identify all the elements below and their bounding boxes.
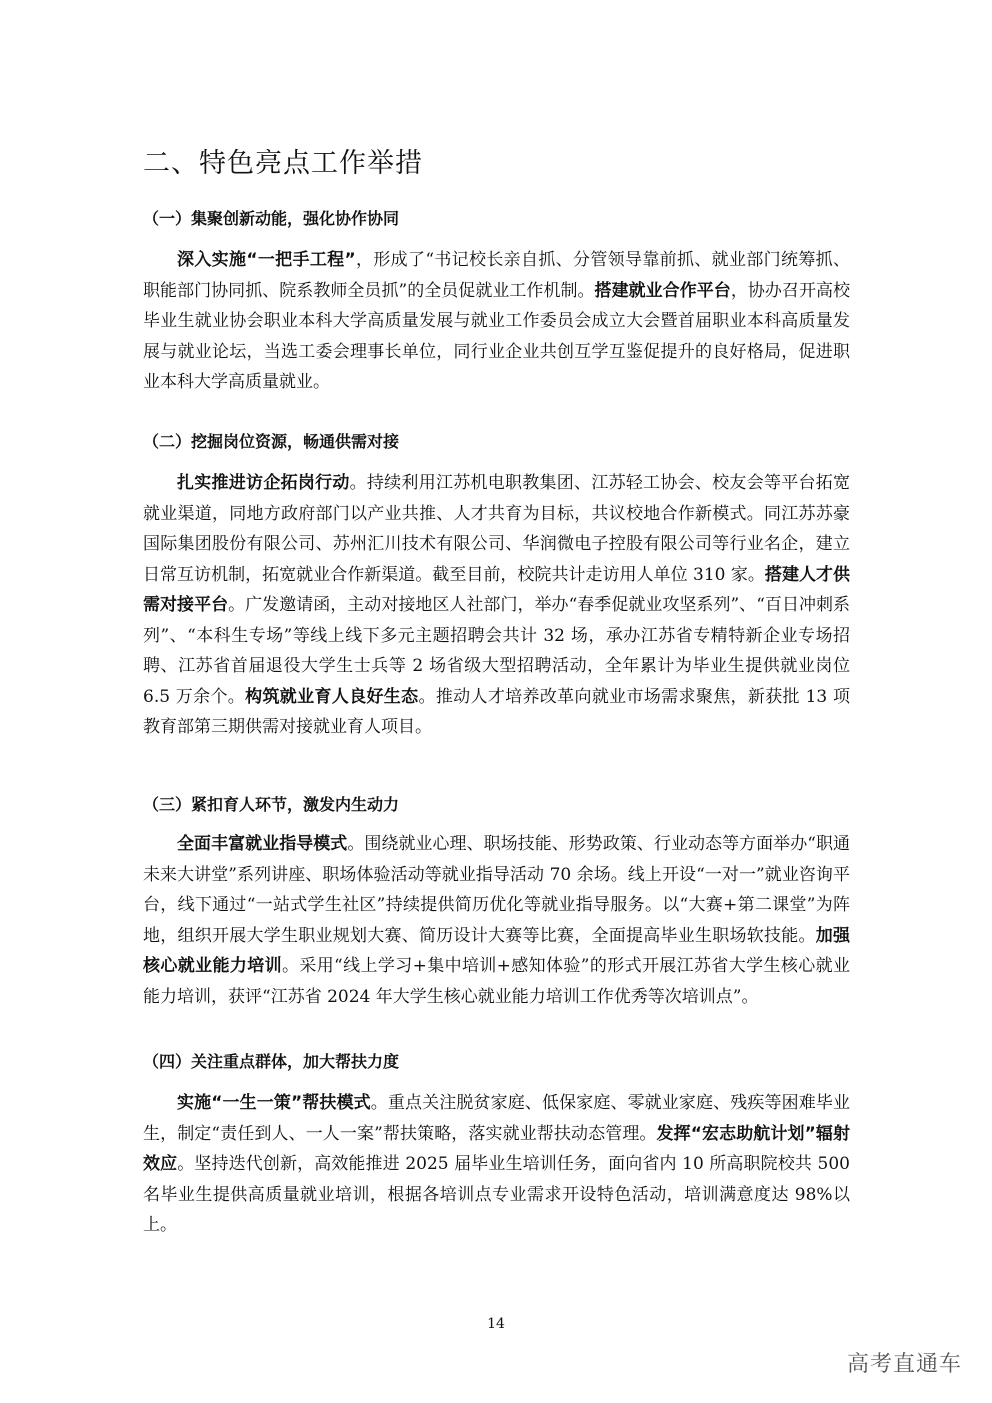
paragraph-text: ，协办召开高校毕业生就业协会职业本科大学高质量发展与就业工作委员会成立大会暨首届职业本科高质量发展与就业论坛，当选工委会理事长单位，同行业企业共创互学互鉴促提升的良好格局，促进职业本科大学高质量就业。 — [143, 280, 851, 392]
section-heading-3: （三）紧扣育人环节，激发内生动力 — [143, 795, 400, 814]
section-heading-4: （四）关注重点群体，加大帮扶力度 — [143, 1052, 400, 1071]
bold-lead-phrase: 搭建人才供需对接平台 — [143, 564, 850, 615]
page-number: 14 — [487, 1316, 505, 1332]
bold-lead-phrase: 深入实施“一把手工程” — [177, 250, 356, 270]
section-heading-1: （一）集聚创新动能，强化协作协同 — [143, 209, 400, 228]
paragraph-text: 。持续利用江苏机电职教集团、江苏轻工协会、校友会等平台拓宽就业渠道，同地方政府部门以产业共推、人才共育为目标，共议校地合作新模式。同江苏苏豪国际集团股份有限公司、苏州汇川技术有限公司、华润微电子控股有限公司等行业名企，建立日常互访机制，拓宽就业合作新渠道。截至目前，校院共计走访用人单位 310 家。 — [143, 473, 851, 585]
bold-lead-phrase: 实施“一生一策”帮扶模式 — [177, 1093, 371, 1113]
bold-lead-phrase: 搭建就业合作平台 — [594, 280, 731, 301]
section-paragraph-1 — [143, 245, 850, 398]
bold-lead-phrase: 发挥“宏志助航计划”辐射效应 — [143, 1123, 850, 1174]
section-heading-2: （二）挖掘岗位资源，畅通供需对接 — [143, 432, 400, 451]
paragraph-text: 。坚持迭代创新，高效能推进 2025 届毕业生培训任务，面向省内 10 所高职院校共 500 名毕业生提供高质量就业培训，根据各培训点专业需求开设特色活动，培训满意度达 98%以上。 — [143, 1154, 850, 1235]
section-paragraph-2 — [143, 468, 850, 743]
bold-lead-phrase: 构筑就业育人良好生态 — [245, 686, 419, 707]
paragraph-text: 。推动人才培养改革向就业市场需求聚焦，新获批 13 项教育部第三期供需对接就业育人项目。 — [143, 686, 850, 737]
paragraph-text: 。重点关注脱贫家庭、低保家庭、零就业家庭、残疾等困难毕业生，制定“责任到人、一人一案”帮扶策略，落实就业帮扶动态管理。 — [143, 1093, 850, 1144]
section-paragraph-4 — [143, 1088, 850, 1241]
section-paragraph-3 — [143, 829, 850, 1012]
bold-lead-phrase: 扎实推进访企拓岗行动 — [177, 473, 350, 493]
bold-lead-phrase: 全面丰富就业指导模式 — [177, 834, 348, 854]
paragraph-text: 。围绕就业心理、职场技能、形势政策、行业动态等方面举办“职通未来大讲堂”系列讲座、职场体验活动等就业指导活动 70 余场。线上开设“一对一”就业咨询平台，线下通过“一站式学生社区”持续提供简历优化等就业指导服务。以“大赛+第二课堂”为阵地，组织开展大学生职业规划大赛、简历设计大赛等比赛，全面提高毕业生职场软技能。 — [143, 834, 850, 946]
watermark-text: 高考直通车 — [846, 1352, 962, 1377]
paragraph-text: 。广发邀请函，主动对接地区人社部门，举办“春季促就业攻坚系列”、“百日冲刺系列”、“本科生专场”等线上线下多元主题招聘会共计 32 场，承办江苏省专精特新企业专场招聘、江苏省首届退役大学生士兵等 2 场省级大型招聘活动，全年累计为毕业生提供就业岗位 6.5 万余个。 — [143, 595, 851, 707]
paragraph-text: ，形成了“书记校长亲自抓、分管领导靠前抓、就业部门统筹抓、职能部门协同抓、院系教师全员抓”的全员促就业工作机制。 — [143, 250, 850, 301]
paragraph-text: 。采用“线上学习+集中培训+感知体验”的形式开展江苏省大学生核心就业能力培训，获评“江苏省 2024 年大学生核心就业能力培训工作优秀等次培训点”。 — [143, 956, 850, 1007]
bold-lead-phrase: 加强核心就业能力培训 — [143, 925, 850, 976]
page-title: 二、特色亮点工作举措 — [143, 148, 423, 179]
